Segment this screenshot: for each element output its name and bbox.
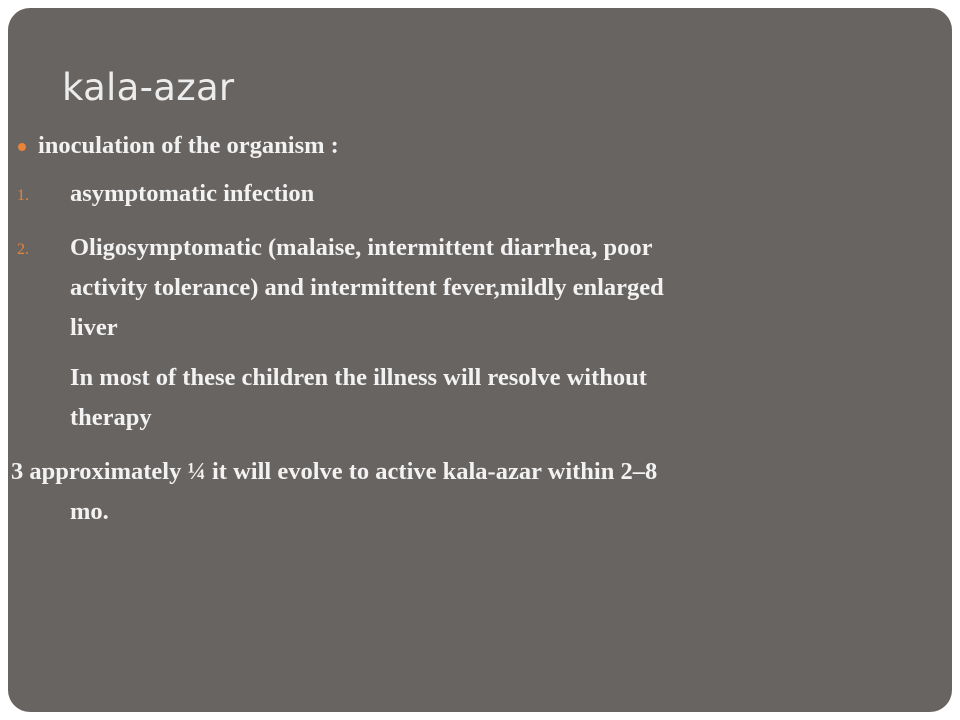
point-3-line-2: mo. <box>70 498 109 525</box>
note-line-1: In most of these children the illness will resolve without <box>70 364 647 391</box>
slide-title: kala-azar <box>62 66 235 109</box>
list-number-2: 2. <box>17 241 29 258</box>
list-item-1-text: asymptomatic infection <box>70 180 315 207</box>
round-bullet-icon <box>18 143 26 151</box>
bullet-text: inoculation of the organism : <box>38 132 339 159</box>
list-item-2-line-3: liver <box>70 314 118 341</box>
point-3-line-1: 3 approximately ¼ it will evolve to active kala-azar within 2–8 <box>11 458 658 485</box>
note-line-2: therapy <box>70 404 152 431</box>
list-number-1: 1. <box>17 187 29 204</box>
list-item-2-line-2: activity tolerance) and intermittent fever,mildly enlarged <box>70 274 664 301</box>
slide <box>8 8 952 712</box>
list-item-2-line-1: Oligosymptomatic (malaise, intermittent diarrhea, poor <box>70 234 653 261</box>
